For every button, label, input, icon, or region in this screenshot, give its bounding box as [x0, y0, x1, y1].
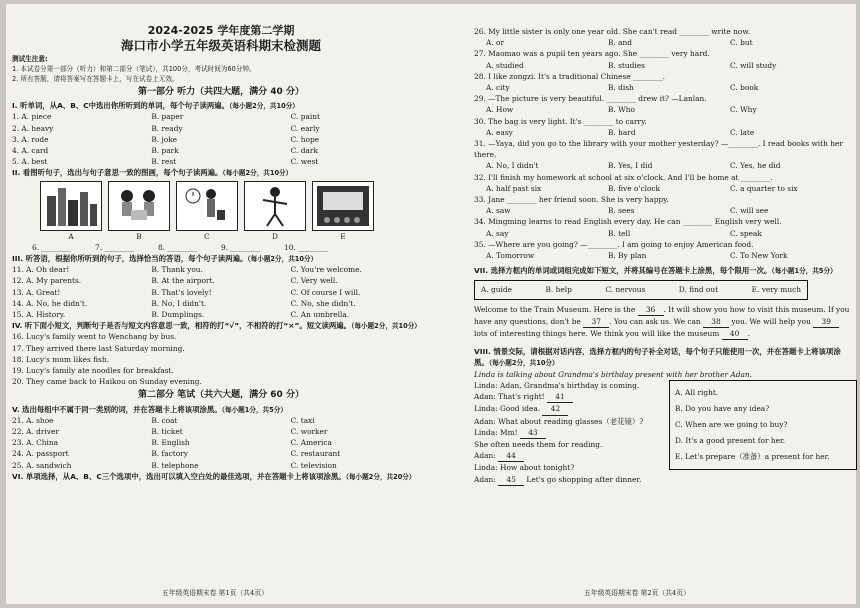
option: B. sees	[608, 206, 635, 216]
option-row	[12, 415, 430, 426]
sentence-option: B. Do you have any idea?	[675, 403, 770, 413]
option: B. telephone	[151, 460, 199, 470]
q3-heading: III. 听答语，根据你所听到的句子，选择恰当的答语，每个句子读两遍。（每小题2分，共10分）	[12, 254, 318, 264]
option: A. saw	[486, 206, 511, 216]
option: 24. A. passport	[12, 449, 69, 459]
question-stem: 27. Maomao was a pupil ten years ago. She ________ very hard.	[474, 49, 710, 59]
statement: 16. Lucy's family went to Wenchang by bus.	[12, 332, 177, 342]
option-row	[12, 298, 430, 309]
statement: 19. Lucy's family ate noodles for breakfast.	[12, 366, 174, 376]
option: C. America	[290, 438, 332, 448]
question-stem: 26. My little sister is only one year old. She can't read ________ write now.	[474, 27, 751, 36]
option: C. Of course I will.	[290, 287, 361, 297]
option-row	[12, 426, 430, 437]
blank-number: 37	[583, 316, 609, 328]
option: A. half past six	[486, 183, 542, 193]
passage-text: .	[747, 329, 750, 339]
option: C. a quarter to six	[730, 183, 798, 193]
option: B. Thank you.	[151, 265, 203, 275]
dialogue-line	[474, 439, 664, 450]
blank-number: 42	[542, 403, 568, 415]
blank-number: 38	[703, 316, 729, 328]
dialogue-text: Adan: That's right!	[474, 392, 547, 402]
option: C. but	[730, 38, 753, 48]
option: 12. A. My parents.	[12, 276, 82, 286]
option: B. studies	[608, 60, 645, 70]
dialogue-line	[474, 450, 664, 462]
q7-passage	[474, 304, 852, 341]
option-row	[474, 160, 852, 171]
option: B. rest	[151, 157, 177, 167]
option: C. restaurant	[290, 449, 341, 459]
q8-dialogue-area	[474, 380, 852, 486]
picture-b-children	[108, 181, 170, 231]
option: 21. A. shoe	[12, 415, 54, 425]
option: 2. A. heavy	[12, 123, 54, 133]
word-option: E. very much	[751, 285, 801, 295]
option: B. By plan	[608, 251, 647, 261]
option: B. That's lovely!	[151, 287, 212, 297]
option: C. hope	[290, 134, 320, 144]
passage-text: Welcome to the Train Museum. Here is the	[474, 304, 638, 314]
passage-text: . You can ask us. We can	[609, 316, 703, 326]
option: C. No, she didn't.	[290, 298, 356, 308]
picture-label: A	[68, 231, 74, 241]
option: B. Yes, I did	[608, 161, 653, 171]
option: B. hard	[608, 127, 636, 137]
option: B. and	[608, 38, 633, 48]
q6-heading: VI. 单项选择，从A、B、C三个选项中，选出可以填入空白处的最佳选项，并在答题卡上将该项涂黑。（每小题2分，共20分）	[12, 471, 416, 481]
option-row	[474, 37, 852, 48]
option: A. Tomorrow	[486, 251, 535, 261]
option: C. An umbrella.	[290, 310, 350, 320]
option: C. Why	[730, 105, 757, 115]
option: B. coat	[151, 415, 178, 425]
picture-answer-blanks	[32, 242, 430, 253]
option: B. ready	[151, 123, 183, 133]
option: C. You're welcome.	[290, 265, 362, 275]
option: C. television	[290, 460, 337, 470]
blank-number: 41	[547, 391, 573, 403]
q5-options	[12, 415, 430, 471]
option: B. tell	[608, 228, 631, 238]
right-page: 26. My little sister is only one year old. She can't read ________ write now. A. or B. and C. but 27. Maomao was a pupil ten years ago. She ________ very hard. A. studied B. studies C. will study 28. I like zongzi. It's a traditional Chinese ________. A. city B. dish C. book 29. —The picture is very beautiful. ________ drew it? —Lanlan. A. How B. Who C. Why 30. The bag is very light. It's ________ to carry. A. easy B. hard C. late 31. —Yaya, did you go to the library with your mother yesterday? —________. I read books with her there. A. No, I didn't B. Yes, I did C. Yes, he did 32. I'll finish my homework at school at six o'clock. And I'll be home at ________. A. half past six B. five o'clock C. a quarter to six 33. Jane ________ her friend soon. She is very happy. A. saw B. sees C. will see 34. Mingming learns to read English every day. He can ________ English very well. A. say B. tell C. speak 35. —Where are you going? —________. I am going to enjoy American food. A. Tomorrow B. By plan C. To New York VII. 选择方框内的单词或词组完成如下短文，并将其编号在答题卡上涂黑，每个限用一次。（每小题1分，共5分） A. guide B. help C. nervous D. find out E. very much Welcome to the Train Museum. Here is the 36 . It will show you how to visit this museum. If you have any questions, don't be 37 . You can ask us. We can 38 you. We will help you 39 lots of interesting things here. We think you will like the museum 40 . VIII. 情景交际，请根据对话内容，选择方框内的句子补全对话，每个句子只能使用一次，并在答题卡上将该项涂黑。（每小题2分，共10分） Linda is talking about Grandma's birthday present with her brother Adan. Linda: Adan, Grandma's birthday is coming. Adan: That's right! 41 Linda: Good idea. 42 Adan: What about reading glasses（老花镜）? Linda: Mm! 43 She often needs them for reading. Adan: 44 Linda: How about tonight? Adan: 45 Let's go shopping after dinner. A. All right. B. Do you have any idea? C. When are we going to buy? D. It's a good present for her. E. Let's prepare（准备）a present for her. 五年级英语期末卷 第2页（共4页）	[474, 4, 852, 486]
option: B. English	[151, 438, 190, 448]
left-page: 2024-2025 学年度第二学期 海口市小学五年级英语科期末检测题 测试生注意: 1. 本试卷分第一部分（听力）和第二部分（笔试），共100分，考试时间为60分钟。 2. 所有答题，请将答案写在答题卡上，写在试卷上无效。 第一部分 听力（共四大题，满分 40 分） I. 听单词，从A、B、C中选出你所听到的单词，每个句子读两遍。（每小题2分，共10分） 1. A. piece B. paper C. paint 2. A. heavy B. ready C. early 3. A. rode B. joke C. hope 4. A. card B. park C. dark 5. A. best B. rest C. west II. 看图听句子，选出与句子意思一致的图画，每个句子读两遍。（每小题2分，共10分） A B C D E 6. ________ 7. ________ 8. ________ 9. ________ 10. ________ III. 听答语，根据你所听到的句子，选择恰当的答语，每个句子读两遍。（每小题2分，共10分） 11. A. Oh dear! B. Thank you. C. You're welcome. 12. A. My parents. B. At the airport. C. Very well. 13. A. Great! B. That's lovely! C. Of course I will. 14. A. No, he didn't. B. No, I didn't. C. No, she didn't. 15. A. History. B. Dumplings. C. An umbrella. IV. 听下面小短文，判断句子是否与短文内容意思一致，相符的打“√”，不相符的打“×”。短文读两遍。（每小题2分，共10分） 16. Lucy's family went to Wenchang by bus. 17. They arrived there last Saturday morning. 18. Lucy's mum likes fish. 19. Lucy's family ate noodles for breakfast. 20. They came back to Haikou on Sunday evening. 第二部分 笔试（共六大题，满分 60 分） V. 选出每组中不属于同一类别的词，并在答题卡上将该项涂黑。（每小题1分，共5分） 21. A. shoe B. coat C. taxi 22. A. driver B. ticket C. worker 23. A. China B. English C. America 24. A. passport B. factory C. restaurant 25. A. sandwich B. telephone C. television VI. 单项选择，从A、B、C三个选项中，选出可以填入空白处的最佳选项，并在答题卡上将该项涂黑。（每小题2分，共20分） 五年级英语期末卷 第1页（共4页）	[12, 4, 430, 482]
picture-label: C	[204, 231, 210, 241]
question-stem: 33. Jane ________ her friend soon. She is very happy.	[474, 195, 669, 205]
option: B. No, I didn't.	[151, 298, 207, 308]
part2-heading: 第二部分 笔试（共六大题，满分 60 分）	[138, 390, 304, 401]
blank-number: 44	[498, 450, 524, 462]
notes-heading: 测试生注意:	[12, 55, 48, 63]
option: C. speak	[730, 228, 762, 238]
option: 15. A. History.	[12, 310, 66, 320]
option: C. Very well.	[290, 276, 338, 286]
option-row	[12, 264, 430, 275]
q2-heading: II. 看图听句子，选出与句子意思一致的图画，每个句子读两遍。（每小题2分，共10分）	[12, 168, 293, 178]
q4-heading: IV. 听下面小短文，判断句子是否与短文内容意思一致，相符的打“√”，不相符的打“×”。短文读两遍。（每小题2分，共10分）	[12, 321, 421, 331]
exam-sheet	[6, 4, 856, 604]
word-option: C. nervous	[605, 285, 646, 295]
option-row	[12, 123, 430, 134]
blank-number: 39	[813, 316, 839, 328]
answer-blank: 9. ________	[221, 242, 260, 252]
picture-a-city	[40, 181, 102, 231]
statement: 17. They arrived there last Saturday morning.	[12, 343, 185, 353]
option: B. park	[151, 146, 179, 156]
option-row	[474, 104, 852, 115]
dialogue-line	[474, 403, 664, 415]
blank-number: 36	[638, 304, 664, 316]
option: C. worker	[290, 427, 328, 437]
option: C. west	[290, 157, 319, 167]
option: C. will see	[730, 206, 769, 216]
option: 5. A. best	[12, 157, 48, 167]
option: C. dark	[290, 146, 318, 156]
picture-row	[40, 181, 430, 231]
answer-blank: 8. ________	[158, 242, 197, 252]
option: 11. A. Oh dear!	[12, 265, 70, 275]
question-stem: 28. I like zongzi. It's a traditional Chinese ________.	[474, 71, 665, 81]
dialogue-text: Linda: How about tonight?	[474, 463, 575, 473]
option: 3. A. rode	[12, 134, 49, 144]
picture-c-traveller	[176, 181, 238, 231]
blank-number: 40	[722, 328, 748, 340]
word-option: A. guide	[481, 285, 512, 295]
q8-heading: VIII. 情景交际，请根据对话内容，选择方框内的句子补全对话，每个句子只能使用一次，并在答题卡上将该项涂黑。（每小题2分，共10分）	[474, 347, 841, 368]
option: A. No, I didn't	[486, 161, 539, 171]
dialogue-text: Linda: Good idea.	[474, 404, 543, 414]
option-row	[474, 228, 852, 239]
passage-text: lots of interesting things here. We think you will like the museum	[474, 329, 722, 339]
question-stem: 32. I'll finish my homework at school at six o'clock. And I'll be home at ________.	[474, 172, 773, 182]
picture-e-theatre	[312, 181, 374, 231]
question-stem: 31. —Yaya, did you go to the library with your mother yesterday? —________. I read books with her there.	[474, 139, 843, 160]
dialogue-text: Linda: Mm!	[474, 427, 520, 437]
option: A. say	[486, 228, 509, 238]
picture-labels	[40, 231, 430, 242]
option: B. Who	[608, 105, 635, 115]
note-1: 1. 本试卷分第一部分（听力）和第二部分（笔试），共100分，考试时间为60分钟。	[12, 65, 256, 73]
option-row	[474, 60, 852, 71]
option: A. easy	[486, 127, 513, 137]
q7-word-box	[474, 280, 808, 299]
statement: 18. Lucy's mum likes fish.	[12, 354, 109, 364]
q1-options	[12, 111, 430, 167]
option: B. five o'clock	[608, 183, 661, 193]
dialogue-text: She often needs them for reading.	[474, 439, 603, 449]
exam-title: 海口市小学五年级英语科期末检测题	[120, 38, 321, 53]
option-row	[474, 127, 852, 138]
option: C. paint	[290, 112, 320, 122]
option: B. dish	[608, 83, 634, 93]
option: C. taxi	[290, 415, 315, 425]
question-stem: 35. —Where are you going? —________. I am going to enjoy American food.	[474, 239, 754, 249]
option: 1. A. piece	[12, 112, 52, 122]
q8-sentence-box	[669, 380, 857, 470]
option: C. will study	[730, 60, 777, 70]
blank-number: 43	[520, 427, 546, 439]
picture-label: B	[136, 231, 142, 241]
option: A. studied	[486, 60, 524, 70]
option-row	[474, 205, 852, 216]
option: C. To New York	[730, 251, 788, 261]
word-option: D. find out	[678, 285, 719, 295]
word-option: B. help	[545, 285, 572, 295]
answer-blank: 7. ________	[95, 242, 134, 252]
picture-d-dancer	[244, 181, 306, 231]
option: C. Yes, he did	[730, 161, 781, 171]
option: C. late	[730, 127, 755, 137]
option-row	[12, 111, 430, 122]
option-row	[12, 460, 430, 471]
dialogue-line	[474, 380, 664, 391]
dialogue-text: Linda: Adan, Grandma's birthday is coming.	[474, 380, 640, 390]
dialogue-line	[474, 391, 664, 403]
option-row	[12, 448, 430, 459]
option: 23. A. China	[12, 438, 59, 448]
option: B. ticket	[151, 427, 183, 437]
dialogue-line	[474, 427, 664, 439]
sentence-option: A. All right.	[675, 387, 719, 397]
exam-year: 2024-2025 学年度第二学期	[147, 24, 295, 37]
option-row	[12, 287, 430, 298]
answer-blank: 10. ________	[284, 242, 328, 252]
option: 14. A. No, he didn't.	[12, 298, 88, 308]
option: B. At the airport.	[151, 276, 215, 286]
option: A. city	[486, 83, 510, 93]
option: 13. A. Great!	[12, 287, 61, 297]
option-row	[12, 145, 430, 156]
picture-label: E	[340, 231, 346, 241]
statement: 20. They came back to Haikou on Sunday evening.	[12, 377, 202, 387]
question-stem: 30. The bag is very light. It's ________ to carry.	[474, 116, 647, 126]
option-row	[12, 437, 430, 448]
option-row	[474, 250, 852, 261]
option-row	[474, 82, 852, 93]
option-row	[12, 309, 430, 320]
dialogue-text: Let's go shopping after dinner.	[524, 474, 642, 484]
dialogue-line	[474, 416, 664, 427]
option: B. paper	[151, 112, 184, 122]
option: A. or	[486, 38, 505, 48]
dialogue-text: Adan: What about reading glasses（老花镜）?	[474, 416, 644, 426]
q5-heading: V. 选出每组中不属于同一类别的词，并在答题卡上将该项涂黑。（每小题1分，共5分）	[12, 404, 287, 414]
option-row	[12, 275, 430, 286]
passage-text: you. We will help you	[729, 316, 814, 326]
blank-number: 45	[498, 474, 524, 486]
dialogue-text: Adan:	[474, 474, 499, 484]
sentence-option: D. It's a good present for her.	[675, 435, 786, 445]
option: 25. A. sandwich	[12, 460, 72, 470]
option-row	[12, 134, 430, 145]
option: C. book	[730, 83, 759, 93]
sentence-option: E. Let's prepare（准备）a present for her.	[675, 451, 830, 461]
option: 22. A. driver	[12, 427, 59, 437]
q6-items	[474, 26, 852, 261]
q1-heading: I. 听单词，从A、B、C中选出你所听到的单词，每个句子读两遍。（每小题2分，共10分）	[12, 101, 299, 111]
sentence-option: C. When are we going to buy?	[675, 419, 788, 429]
option: C. early	[290, 123, 320, 133]
dialogue-text: Adan:	[474, 451, 499, 461]
option: B. factory	[151, 449, 188, 459]
option: B. joke	[151, 134, 178, 144]
dialogue-line	[474, 474, 664, 486]
option-row	[12, 156, 430, 167]
note-2: 2. 所有答题，请将答案写在答题卡上，写在试卷上无效。	[12, 75, 179, 83]
question-stem: 29. —The picture is very beautiful. ________ drew it? —Lanlan.	[474, 94, 707, 104]
option: 4. A. card	[12, 146, 49, 156]
question-stem: 34. Mingming learns to read English every day. He can ________ English very well.	[474, 217, 782, 227]
part1-heading: 第一部分 听力（共四大题，满分 40 分）	[138, 87, 304, 97]
passage-text: . It will show you how to visit this museum. If you have any questions, don't be	[474, 304, 850, 326]
option: B. Dumplings.	[151, 310, 205, 320]
picture-label: D	[272, 231, 278, 241]
option: A. How	[486, 105, 514, 115]
q4-statements	[12, 331, 430, 387]
dialogue-line	[474, 462, 664, 473]
answer-blank: 6. ________	[32, 242, 71, 252]
q8-intro: Linda is talking about Grandma's birthday present with her brother Adan.	[474, 369, 753, 379]
q7-heading: VII. 选择方框内的单词或词组完成如下短文，并将其编号在答题卡上涂黑，每个限用一次。（每小题1分，共5分）	[474, 266, 837, 276]
option-row	[474, 183, 852, 194]
q3-options	[12, 264, 430, 320]
